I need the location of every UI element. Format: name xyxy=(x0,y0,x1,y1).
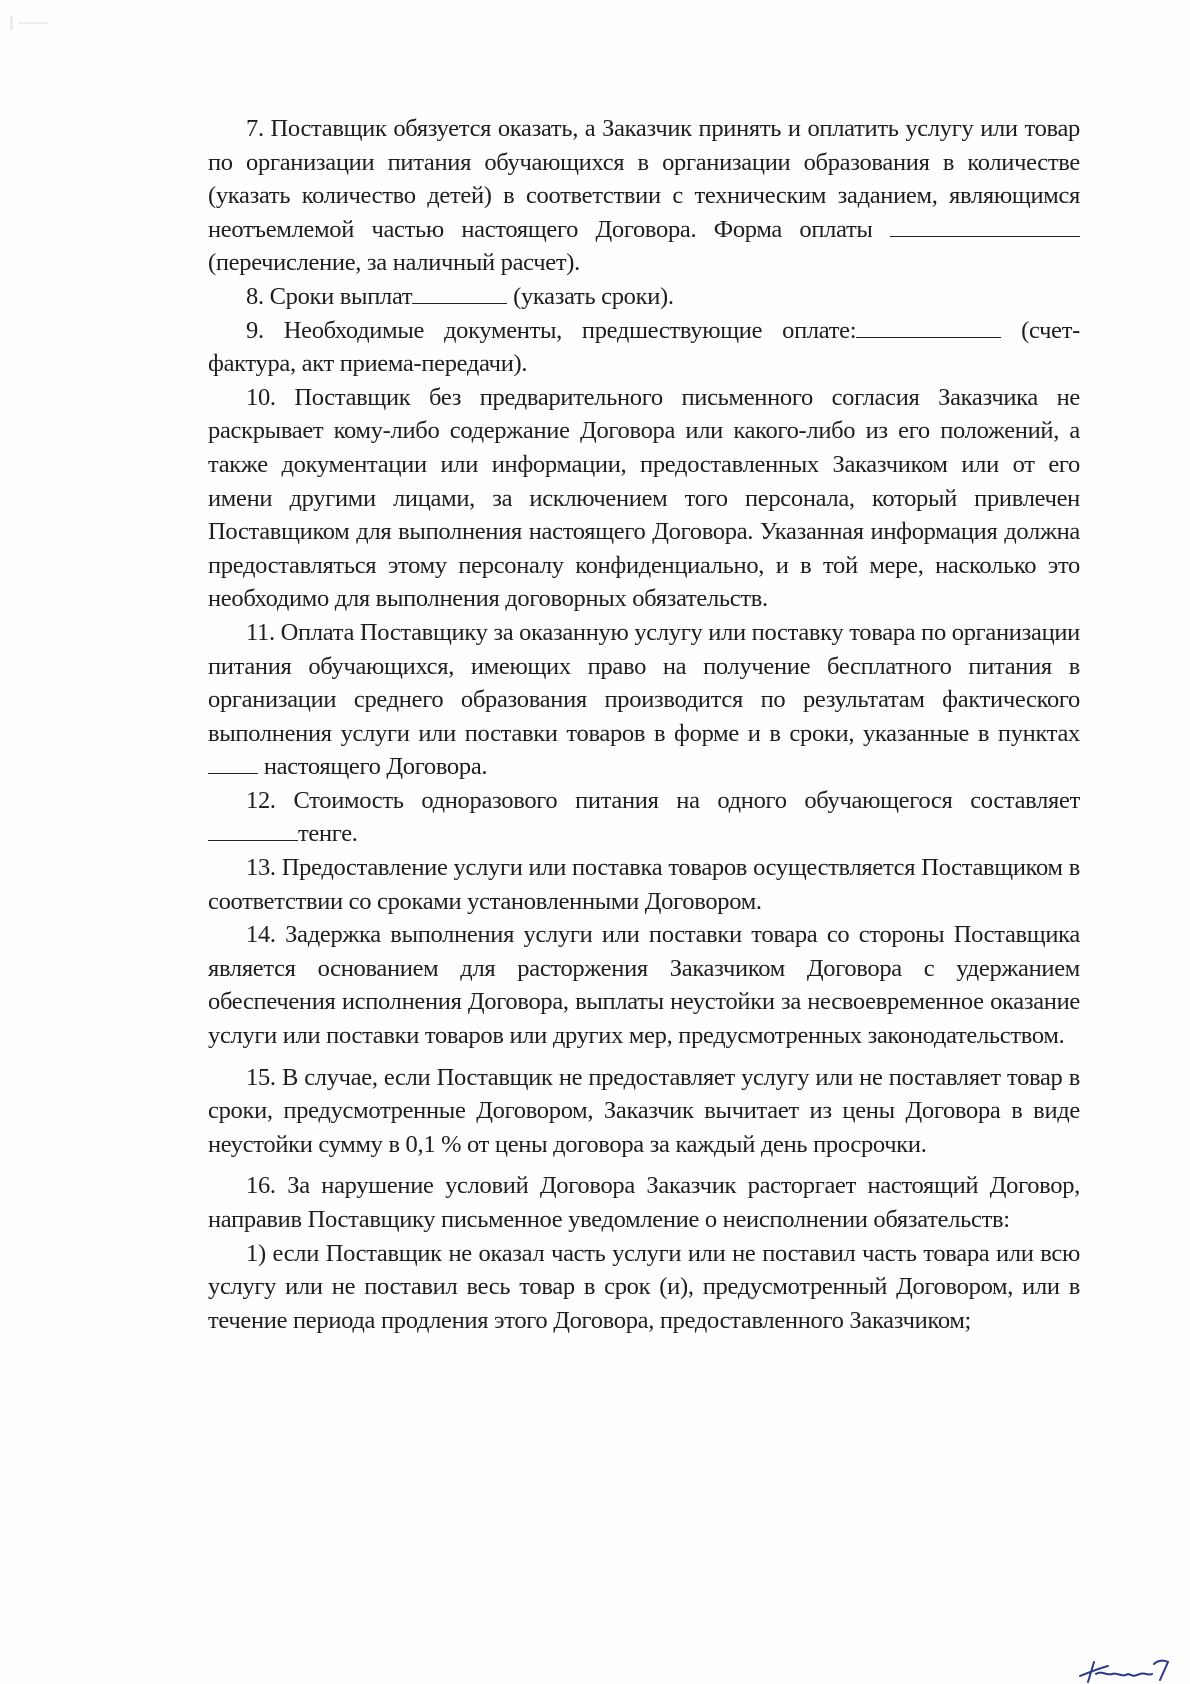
clause-14: 14. Задержка выполнения услуги или поставки товара со стороны Поставщика является основанием для расторжения Заказчиком Договора с удержанием обеспечения исполнения Договора, выплаты неустойки за несвоевременное оказание услуги или поставки товаров или других мер, предусмотренных законодательством. xyxy=(208,921,1080,1050)
clauses-blank xyxy=(208,753,258,774)
clause-11: 11. Оплата Поставщику за оказанную услугу или поставку товара по организации питания обучающихся, имеющих право на получение бесплатного питания в организации среднего образования производится по результатам фактического выполнения услуги или поставки товаров в форме и в сроки, указанные в пунктах настоящего Договора. xyxy=(208,618,1080,781)
contract-text xyxy=(208,112,1080,1337)
payment-terms-blank xyxy=(412,283,507,304)
clause-15: 15. В случае, если Поставщик не предоставляет услугу или не поставляет товар в сроки, предусмотренные Договором, Заказчик вычитает из цены Договора в виде неустойки сумму в 0,1 % от цены договора за каждый день просрочки. xyxy=(208,1063,1080,1158)
clause-10: 10. Поставщик без предварительного письменного согласия Заказчика не раскрывает кому-либо содержание Договора или какого-либо из его положений, а также документации или информации, предоставленных Заказчиком или от его имени другими лицами, за исключением того персонала, который привлечен Поставщиком для выполнения настоящего Договора. Указанная информация должна предоставляться этому персоналу конфиденциально, и в той мере, насколько это необходимо для выполнения договорных обязательств. xyxy=(208,383,1080,613)
documents-blank xyxy=(856,317,1001,338)
meal-price-blank xyxy=(208,820,298,841)
clause-12: 12. Стоимость одноразового питания на одного обучающегося составляет тенге. xyxy=(208,784,1080,851)
clause-8: 8. Сроки выплат (указать сроки). xyxy=(246,282,674,310)
scan-artifact-icon xyxy=(8,10,58,40)
handwritten-signature-icon xyxy=(1072,1652,1182,1684)
clause-7: 7. Поставщик обязуется оказать, а Заказчик принять и оплатить услугу или товар по организации питания обучающихся в организации образования в количестве (указать количество детей) в соответствии с техническим заданием, являющимся неотъемлемой частью настоящего Договора. Форма оплаты (перечисление, за наличный расчет). xyxy=(208,115,1080,277)
clause-16: 16. За нарушение условий Договора Заказчик расторгает настоящий Договор, направив Поставщику письменное уведомление о неисполнении обязательств: xyxy=(208,1172,1080,1233)
clause-13: 13. Предоставление услуги или поставка товаров осуществляется Поставщиком в соответствии со сроками установленными Договором. xyxy=(208,854,1080,915)
clause-9: 9. Необходимые документы, предшествующие оплате: (счет-фактура, акт приема-передачи). xyxy=(208,316,1080,378)
clause-16-item-1: 1) если Поставщик не оказал часть услуги или не поставил часть товара или всю услугу или не поставил весь товар в срок (и), предусмотренный Договором, или в течение периода продления этого Договора, предоставленного Заказчиком; xyxy=(208,1239,1080,1334)
payment-form-blank xyxy=(890,216,1080,237)
